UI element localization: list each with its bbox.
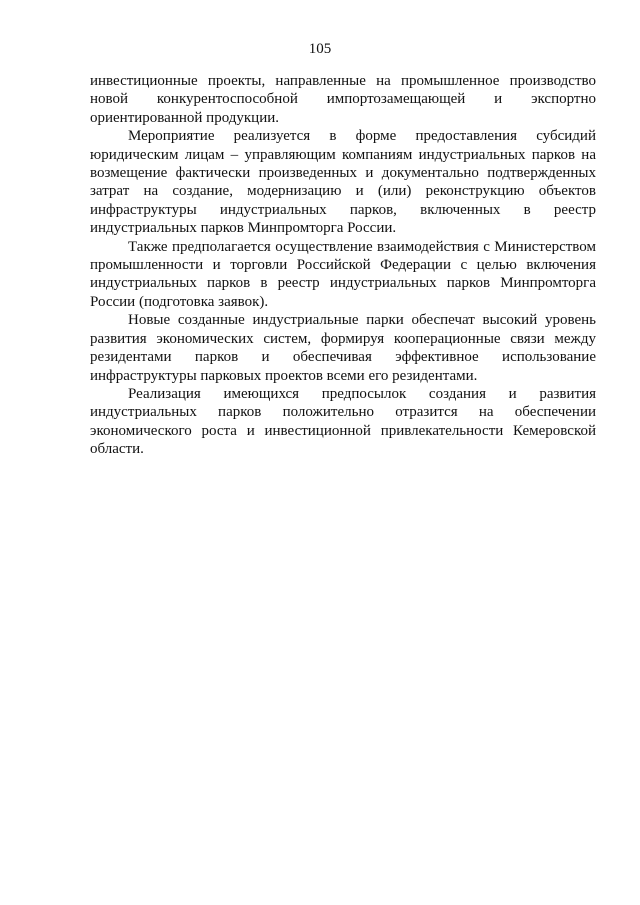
document-body (90, 72, 596, 459)
paragraph-implementation: Реализация имеющихся предпосылок создания и развития индустриальных парков положительно отразится на обеспечении экономического роста и инвестиционной привлекательности Кемеровской области. (90, 385, 596, 458)
paragraph-continuation: инвестиционные проекты, направленные на промышленное производство новой конкурентоспособной импортозамещающей и экспортно ориентированной продукции. (90, 73, 596, 126)
paragraph-new-parks: Новые созданные индустриальные парки обеспечат высокий уровень развития экономических систем, формируя кооперационные связи между резидентами парков и обеспечивая эффективное использование инфраструктуры парковых проектов всеми его резидентами. (90, 312, 596, 384)
paragraph-subsidies: Мероприятие реализуется в форме предоставления субсидий юридическим лицам – управляющим компаниям индустриальных парков на возмещение фактически произведенных и документально подтвержденных затрат на создание, модернизацию и (или) реконструкцию объектов инфраструктуры индустриальных парков, включенных в реестр индустриальных парков Минпромторга России. (90, 128, 596, 237)
page-number: 105 (308, 41, 332, 57)
paragraph-ministry-interaction: Также предполагается осуществление взаимодействия с Министерством промышленности и торговли Российской Федерации с целью включения индустриальных парков в реестр индустриальных парков Минпромторга России (подготовка заявок). (90, 238, 596, 310)
